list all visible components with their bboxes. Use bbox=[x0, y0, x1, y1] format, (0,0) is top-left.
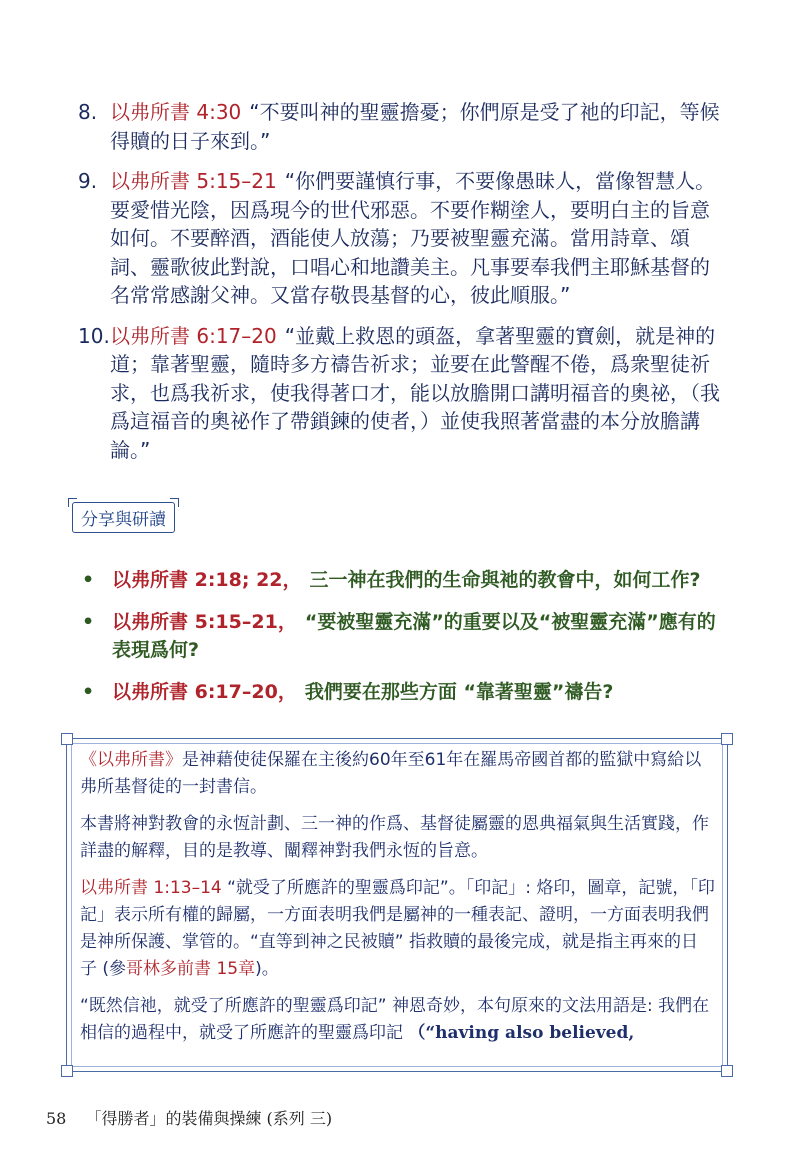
corner-ornament bbox=[61, 1065, 73, 1077]
page-number: 58 bbox=[46, 1109, 67, 1128]
verse-text: “並戴上救恩的頭盔，拿著聖靈的寶劍，就是神的道；靠著聖靈，隨時多方禱告祈求；並要在此警醒不倦，爲衆聖徒祈求，也爲我祈求，使我得著口才，能以放膽開口講明福音的奧祕，（我爲這福音的奧祕作了帶鎖鍊的使者，）並使我照著當盡的本分放膽講論。” bbox=[110, 323, 720, 462]
verse-text: “不要叫神的聖靈擔憂；你們原是受了祂的印記，等候得贖的日子來到。” bbox=[110, 100, 720, 153]
info-paragraph: 以弗所書 1:13–14 “就受了所應許的聖靈爲印記”。「印記」: 烙印，圖章，記號，「印記」表示所有權的歸屬，一方面表明我們是屬神的一種表記、證明，一方面表明我們是神所保護、掌管的。“直等到神之民被贖” 指救贖的最後完成，就是指主再來的日子 (參哥林多前書 15章)。 bbox=[80, 878, 715, 979]
question-item bbox=[82, 566, 732, 594]
info-reference: 哥林多前書 15章 bbox=[126, 959, 256, 979]
verse-list bbox=[78, 98, 728, 476]
question-text: 我們要在那些方面 “靠著聖靈”禱告? bbox=[304, 681, 614, 703]
question-text: 三一神在我們的生命與祂的教會中，如何工作? bbox=[309, 569, 701, 591]
question-text: “要被聖靈充滿”的重要以及“被聖靈充滿”應有的表現爲何? bbox=[112, 611, 716, 661]
bullet-icon: • bbox=[82, 681, 95, 703]
info-paragraph: 本書將神對教會的永恆計劃、三一神的作爲、基督徒屬靈的恩典福氣與生活實踐，作詳盡的解釋，目的是教導、闡釋神對我們永恆的旨意。 bbox=[80, 814, 709, 861]
corner-ornament bbox=[721, 733, 733, 745]
info-paragraph: 《以弗所書》是神藉使徒保羅在主後約60年至61年在羅馬帝國首都的監獄中寫給以弗所基督徒的一封書信。 bbox=[80, 750, 702, 797]
question-list bbox=[82, 566, 732, 720]
info-reference: 以弗所書 1:13–14 bbox=[80, 878, 222, 898]
question-reference: 以弗所書 5:15–21， bbox=[112, 611, 297, 633]
verse-item bbox=[78, 98, 728, 155]
verse-number: 8. bbox=[78, 100, 98, 124]
verse-text: “你們要謹慎行事，不要像愚昧人，當像智慧人。要愛惜光陰，因爲現今的世代邪惡。不要作糊塗人，要明白主的旨意如何。不要醉酒，酒能使人放蕩；乃要被聖靈充滿。當用詩章、頌詞、靈歌彼此對說，口唱心和地讚美主。凡事要奉我們主耶穌基督的名常常感謝父神。又當存敬畏基督的心，彼此順服。” bbox=[110, 169, 716, 307]
verse-number: 9. bbox=[78, 169, 98, 193]
corner-ornament bbox=[721, 1065, 733, 1077]
book-title: 《以弗所書》 bbox=[80, 750, 182, 770]
bullet-icon: • bbox=[82, 611, 95, 633]
verse-reference: 以弗所書 5:15–21 bbox=[110, 169, 277, 193]
verse-number: 10. bbox=[78, 323, 110, 348]
book-series-title: 「得勝者」的裝備與操練 (系列 三) bbox=[85, 1109, 333, 1128]
verse-reference: 以弗所書 4:30 bbox=[110, 100, 242, 124]
question-reference: 以弗所書 6:17–20， bbox=[112, 681, 297, 703]
page-footer bbox=[46, 1106, 332, 1129]
question-reference: 以弗所書 2:18; 22， bbox=[112, 569, 302, 591]
corner-ornament bbox=[61, 733, 73, 745]
verse-reference: 以弗所書 6:17–20 bbox=[110, 323, 277, 348]
share-study-heading: 分享與研讀 bbox=[72, 502, 175, 533]
bullet-icon: • bbox=[82, 569, 95, 591]
info-box bbox=[66, 738, 728, 1072]
info-paragraph: “既然信祂，就受了所應許的聖靈爲印記” 神恩奇妙，本句原來的文法用語是: 我們在相信的過程中，就受了所應許的聖靈爲印記 （“having also believed, bbox=[80, 996, 710, 1043]
question-item bbox=[82, 678, 732, 706]
verse-item bbox=[78, 167, 728, 310]
question-item bbox=[82, 608, 732, 664]
verse-item bbox=[78, 322, 728, 465]
english-quote: （“having also believed, bbox=[408, 1023, 635, 1043]
